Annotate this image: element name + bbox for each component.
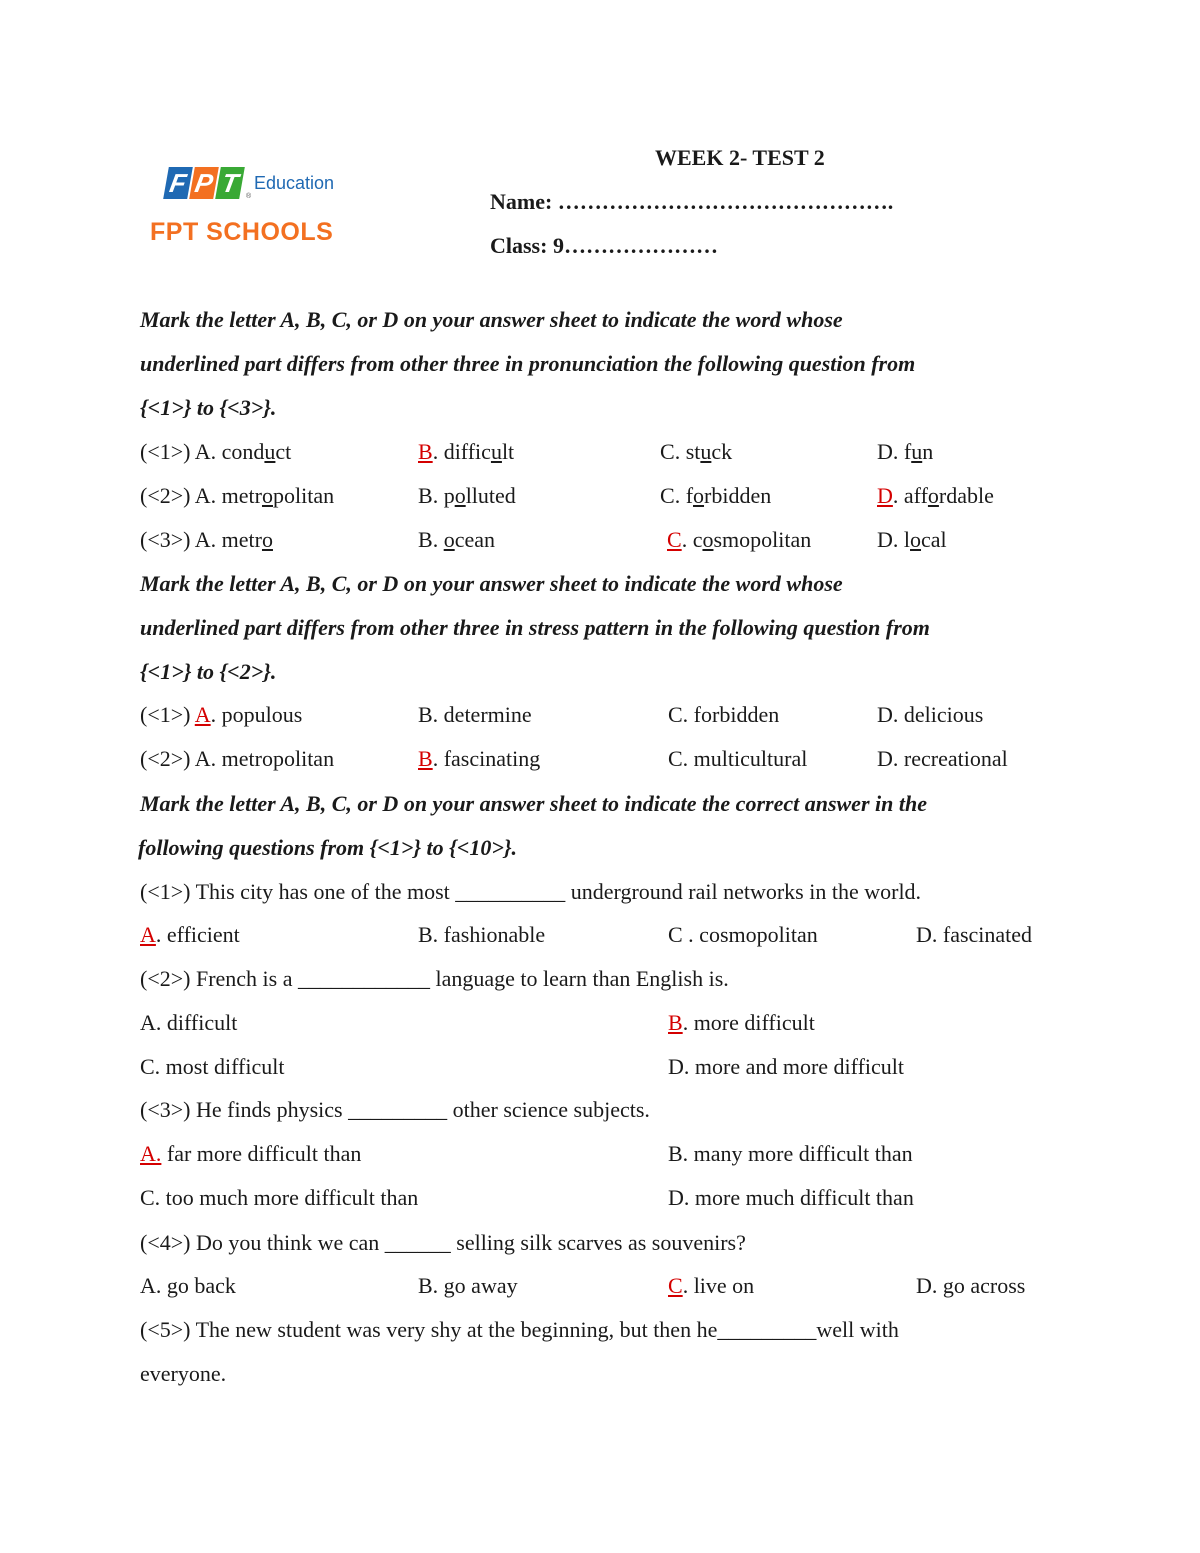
class-field: Class: 9………………… xyxy=(490,233,718,258)
logo-tile-t: T xyxy=(215,167,245,199)
s3-q3-option-b: B. many more difficult than xyxy=(668,1141,913,1166)
s1-q1-option-b: B. difficult xyxy=(418,439,515,464)
fpt-logo xyxy=(150,165,350,255)
s2-q2-option-b: B. fascinating xyxy=(418,746,541,771)
s3-q3-stem: (<3>) He finds physics _________ other science subjects. xyxy=(140,1097,650,1122)
section1-instruction-line1: Mark the letter A, B, C, or D on your answer sheet to indicate the word whose xyxy=(140,307,843,332)
s1-q2-option-c: C. forbidden xyxy=(660,483,772,508)
s3-q2-option-b: B. more difficult xyxy=(668,1010,815,1035)
answer-mark: A xyxy=(140,922,156,947)
s1-q1-option-d: D. fun xyxy=(877,439,934,464)
section1-instruction-line2: underlined part differs from other three in pronunciation the following question from xyxy=(140,351,916,376)
s3-q1-option-a: A. efficient xyxy=(140,922,240,947)
s1-q2-option-a: (<2>) A. metropolitan xyxy=(140,483,335,508)
section2-instruction-line2: underlined part differs from other three in stress pattern in the following question from xyxy=(140,615,930,640)
answer-mark: B xyxy=(418,439,433,464)
s3-q2-option-d: D. more and more difficult xyxy=(668,1054,905,1079)
s3-q2-option-c: C. most difficult xyxy=(140,1054,285,1079)
s3-q3-option-d: D. more much difficult than xyxy=(668,1185,914,1210)
s3-q3-option-a: A. far more difficult than xyxy=(140,1141,362,1166)
s3-q1-stem: (<1>) This city has one of the most __________ underground rail networks in the world. xyxy=(140,879,922,904)
s3-q5-stem-line2: everyone. xyxy=(140,1361,227,1386)
answer-mark: C xyxy=(668,1273,683,1298)
s1-q1-option-c: C. stuck xyxy=(660,439,733,464)
s3-q4-option-a: A. go back xyxy=(140,1273,236,1298)
s3-q1-option-d: D. fascinated xyxy=(916,922,1033,947)
answer-mark: B xyxy=(668,1010,683,1035)
fpt-tiles xyxy=(166,167,251,203)
answer-mark: D xyxy=(877,483,893,508)
s3-q1-option-b: B. fashionable xyxy=(418,922,546,947)
section3-instruction-line1: Mark the letter A, B, C, or D on your answer sheet to indicate the correct answer in the xyxy=(140,791,927,816)
s3-q4-option-d: D. go across xyxy=(916,1273,1026,1298)
s2-q2-option-c: C. multicultural xyxy=(668,746,808,771)
s3-q2-option-a: A. difficult xyxy=(140,1010,238,1035)
s3-q5-stem-line1: (<5>) The new student was very shy at the beginning, but then he_________well with xyxy=(140,1317,899,1342)
s3-q4-stem: (<4>) Do you think we can ______ selling silk scarves as souvenirs? xyxy=(140,1230,746,1255)
s1-q2-option-d: D. affordable xyxy=(877,483,994,508)
s2-q1-option-c: C. forbidden xyxy=(668,702,780,727)
s3-q3-option-c: C. too much more difficult than xyxy=(140,1185,419,1210)
s1-q3-option-b: B. ocean xyxy=(418,527,495,552)
s1-q3-option-c: C. cosmopolitan xyxy=(667,527,812,552)
s2-q1-option-d: D. delicious xyxy=(877,702,984,727)
s1-q3-option-d: D. local xyxy=(877,527,947,552)
answer-mark: A. xyxy=(140,1141,162,1166)
s3-q4-option-b: B. go away xyxy=(418,1273,518,1298)
answer-mark: C xyxy=(667,527,682,552)
answer-mark: B xyxy=(418,746,433,771)
section1-instruction-line3: {<1>} to {<3>}. xyxy=(140,395,277,420)
s1-q3-option-a: (<3>) A. metro xyxy=(140,527,273,552)
s3-q2-stem: (<2>) French is a ____________ language to learn than English is. xyxy=(140,966,729,991)
logo-education-text: Education xyxy=(254,173,335,193)
logo-schools-text: FPT SCHOOLS xyxy=(150,218,334,246)
section2-instruction-line1: Mark the letter A, B, C, or D on your answer sheet to indicate the word whose xyxy=(140,571,843,596)
test-title: WEEK 2- TEST 2 xyxy=(655,145,825,170)
s2-q1-option-b: B. determine xyxy=(418,702,532,727)
name-field: Name: ………………………………………. xyxy=(490,189,894,214)
section3-instruction-line2: following questions from {<1>} to {<10>}. xyxy=(138,835,518,860)
logo-registered-mark: ® xyxy=(246,193,252,200)
s3-q4-option-c: C. live on xyxy=(668,1273,755,1298)
logo-tile-p: P xyxy=(189,167,219,199)
s1-q2-option-b: B. polluted xyxy=(418,483,516,508)
logo-tile-f: F xyxy=(163,167,193,199)
s3-q1-option-c: C . cosmopolitan xyxy=(668,922,818,947)
s1-q1-option-a: (<1>) A. conduct xyxy=(140,439,292,464)
s2-q2-option-d: D. recreational xyxy=(877,746,1008,771)
section2-instruction-line3: {<1>} to {<2>}. xyxy=(140,659,277,684)
s2-q2-option-a: (<2>) A. metropolitan xyxy=(140,746,335,771)
answer-mark: A xyxy=(194,702,211,727)
s2-q1-option-a: (<1>) A. populous xyxy=(140,702,303,727)
